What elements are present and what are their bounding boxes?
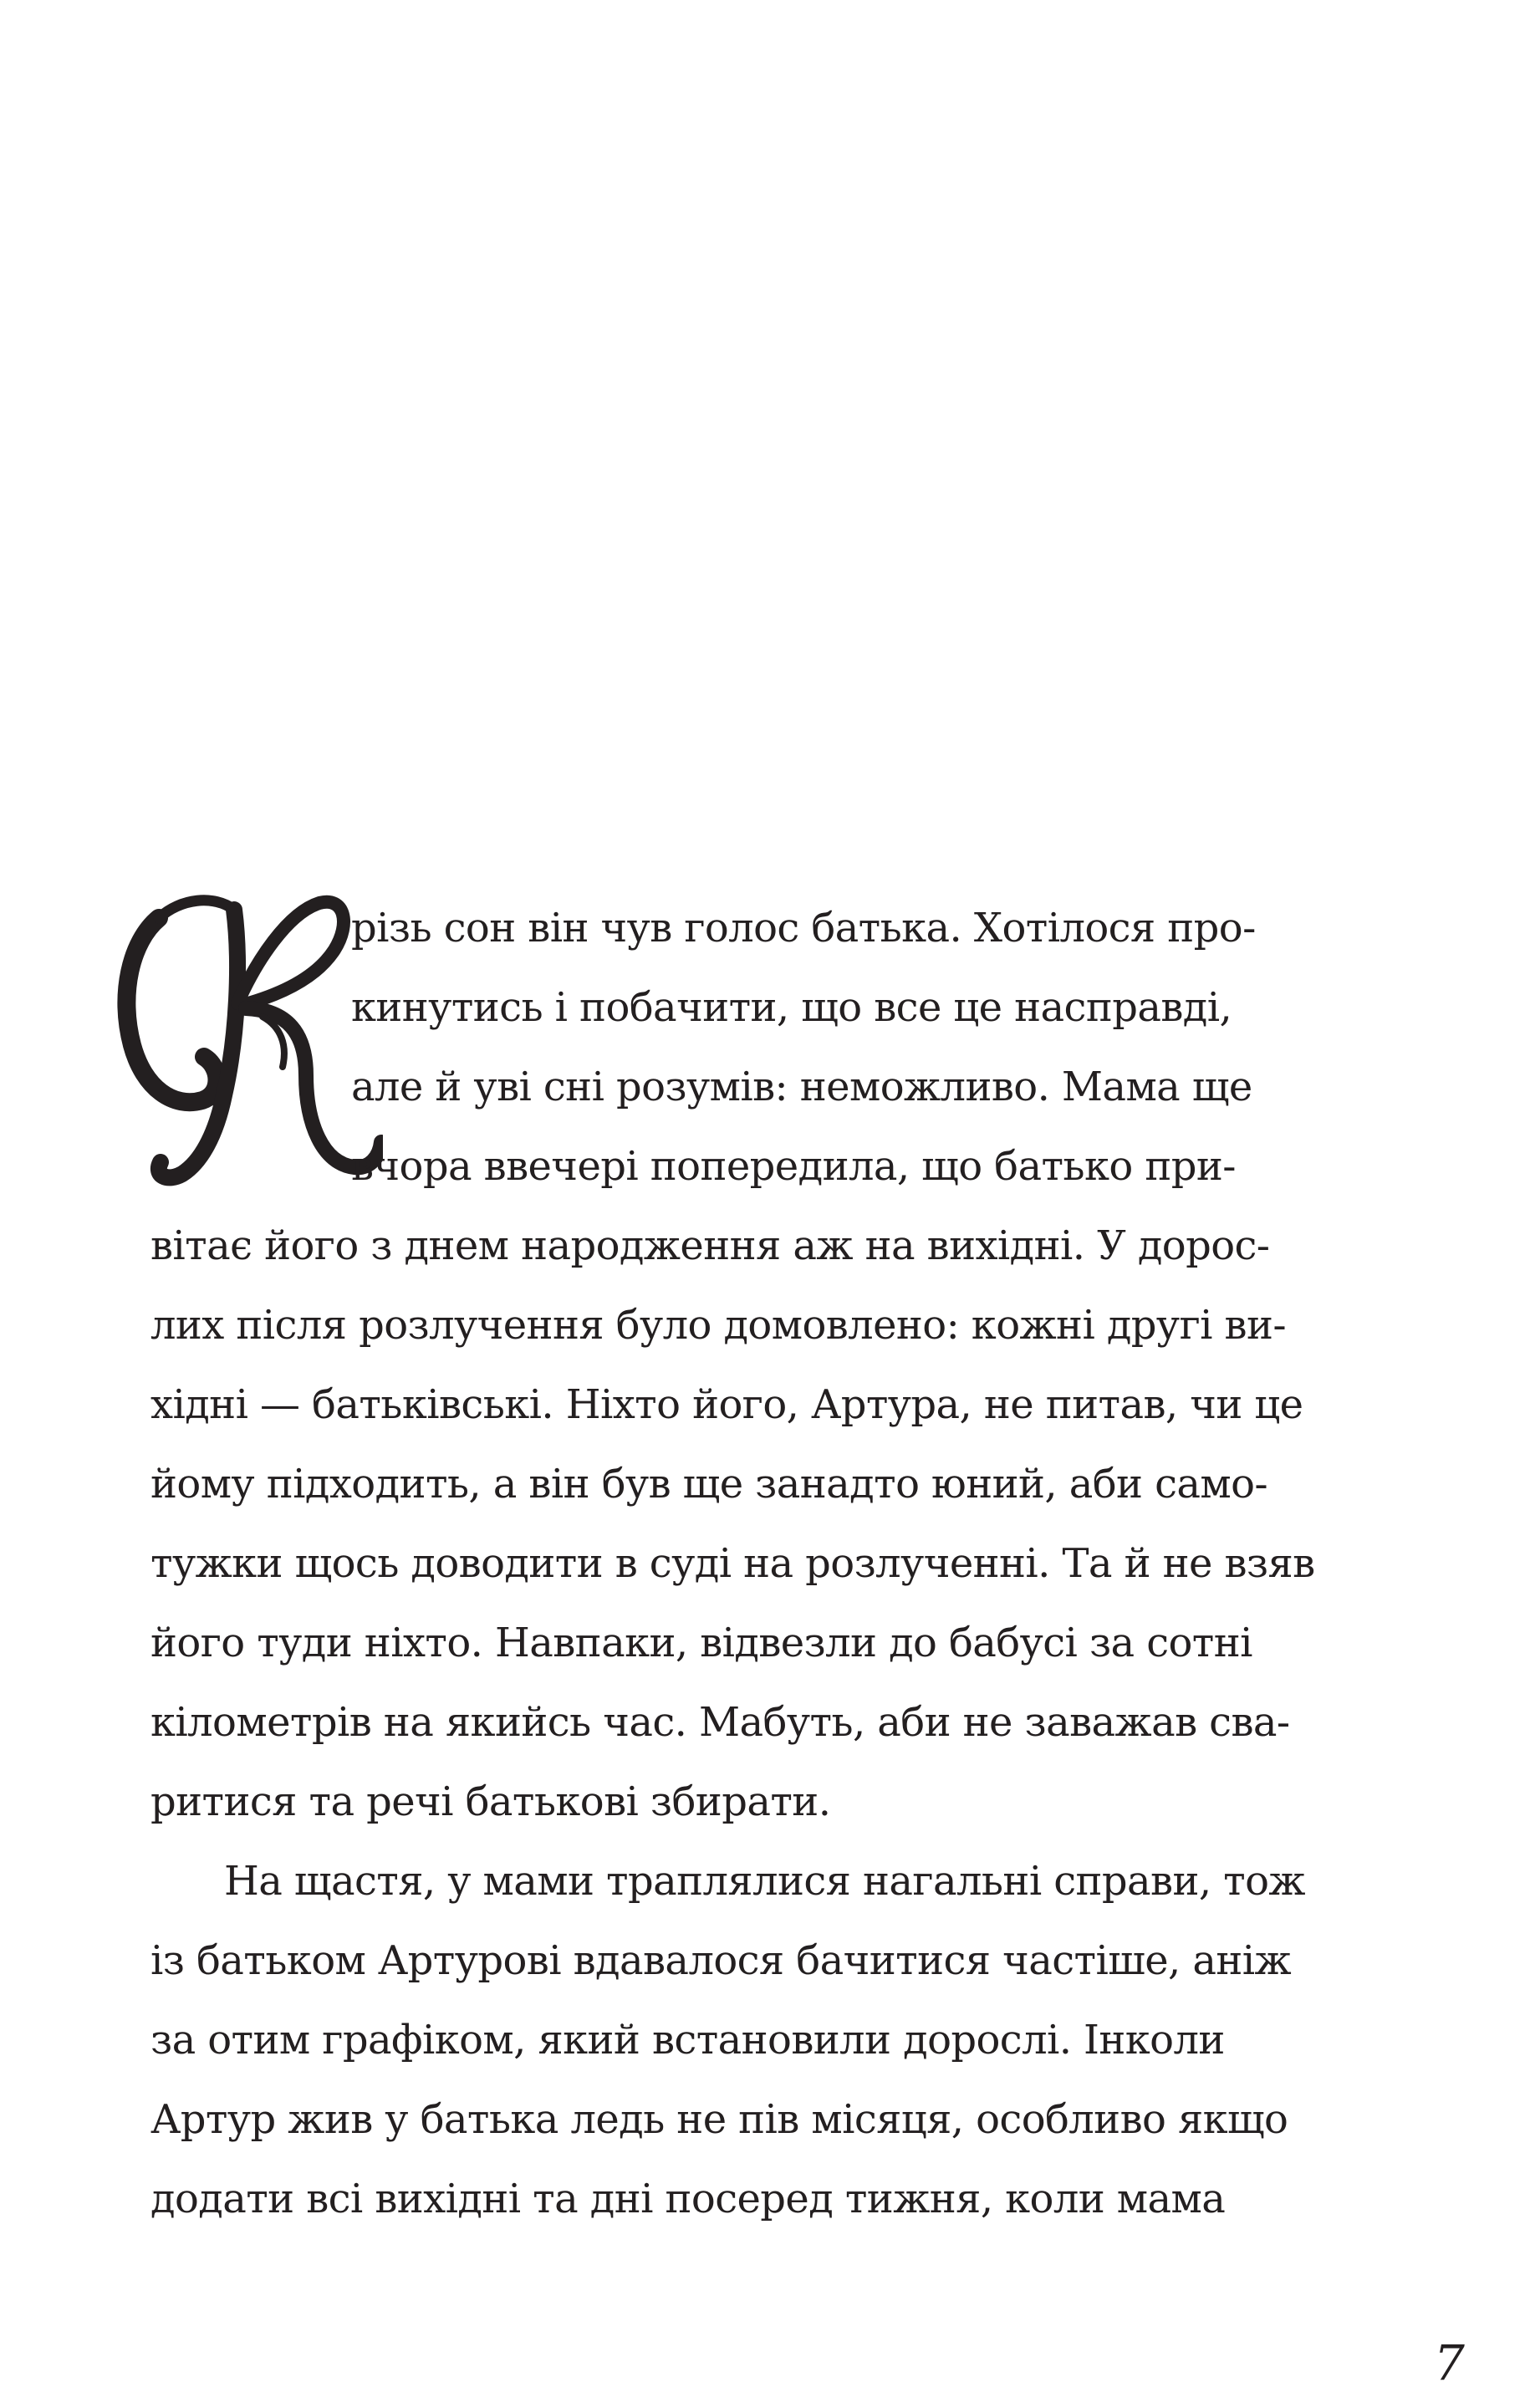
text-line-5: вітає його з днем народження аж на вихідні. У дорос- — [150, 1222, 1270, 1269]
text-line-15: за отим графіком, який встановили дорослі. Інколи — [150, 2017, 1225, 2064]
text-line-13: На щастя, у мами траплялися нагальні справи, тож — [224, 1858, 1305, 1905]
text-line-7: хідні — батьківські. Ніхто його, Артура, не питав, чи це — [150, 1381, 1303, 1428]
text-line-16: Артур жив у батька ледь не пів місяця, особливо якщо — [150, 2096, 1288, 2143]
text-line-10: його туди ніхто. Навпаки, відвезли до бабусі за сотні — [150, 1620, 1252, 1666]
text-line-1: різь сон він чув голос батька. Хотілося про- — [351, 905, 1256, 951]
decorative-drop-cap — [115, 870, 383, 1204]
text-line-17: додати всі вихідні та дні посеред тижня, коли мама — [150, 2176, 1226, 2222]
text-line-3: але й уві сні розумів: неможливо. Мама ще — [351, 1064, 1252, 1110]
text-line-6: лих після розлучення було домовлено: кожні другі ви- — [150, 1302, 1286, 1349]
page-number: 7 — [1434, 2334, 1465, 2391]
text-line-14: із батьком Артурові вдавалося бачитися частіше, аніж — [150, 1937, 1292, 1984]
text-line-12: ритися та речі батькові збирати. — [150, 1778, 831, 1825]
text-line-11: кілометрів на якийсь час. Мабуть, аби не заважав сва- — [150, 1699, 1290, 1746]
text-line-2: кинутись і побачити, що все це насправді, — [351, 984, 1232, 1031]
text-line-4: вчора ввечері попередила, що батько при- — [351, 1143, 1236, 1190]
text-line-9: тужки щось доводити в суді на розлученні. Та й не взяв — [150, 1540, 1315, 1587]
text-line-8: йому підходить, а він був ще занадто юний, аби само- — [150, 1461, 1268, 1508]
